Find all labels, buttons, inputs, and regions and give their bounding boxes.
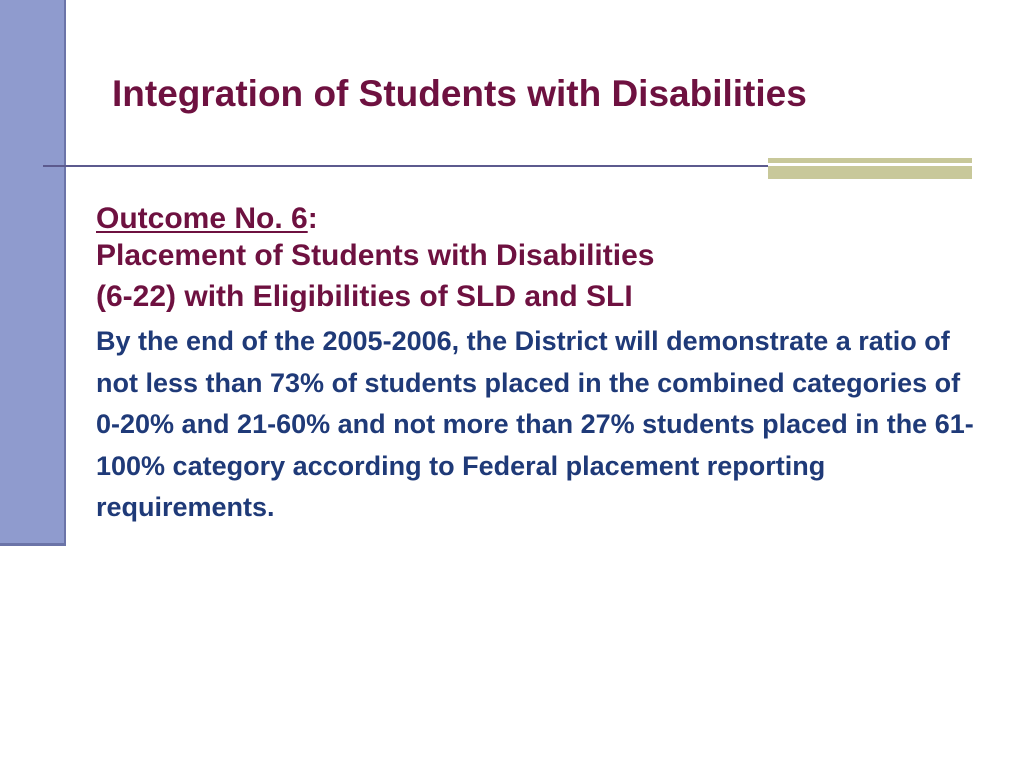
slide-content [96,202,976,529]
side-accent-bar [0,0,66,546]
outcome-label: Outcome No. 6 [96,202,308,235]
title-divider-line [43,165,771,167]
outcome-body-text: By the end of the 2005-2006, the District will demonstrate a ratio of not less than 73% of students placed in the combined categories of 0-20% and 21-60% and not more than 27% students placed in the 61-100% category according to Federal placement reporting requirements. [96,326,974,522]
outcome-subtitle-line-2: (6-22) with Eligibilities of SLD and SLI [96,280,633,313]
outcome-colon: : [307,202,318,235]
outcome-heading [96,202,976,235]
outcome-subtitle-line-1: Placement of Students with Disabilities [96,239,655,272]
divider-accent-bar [768,158,972,179]
slide-title: Integration of Students with Disabilities [112,73,807,114]
